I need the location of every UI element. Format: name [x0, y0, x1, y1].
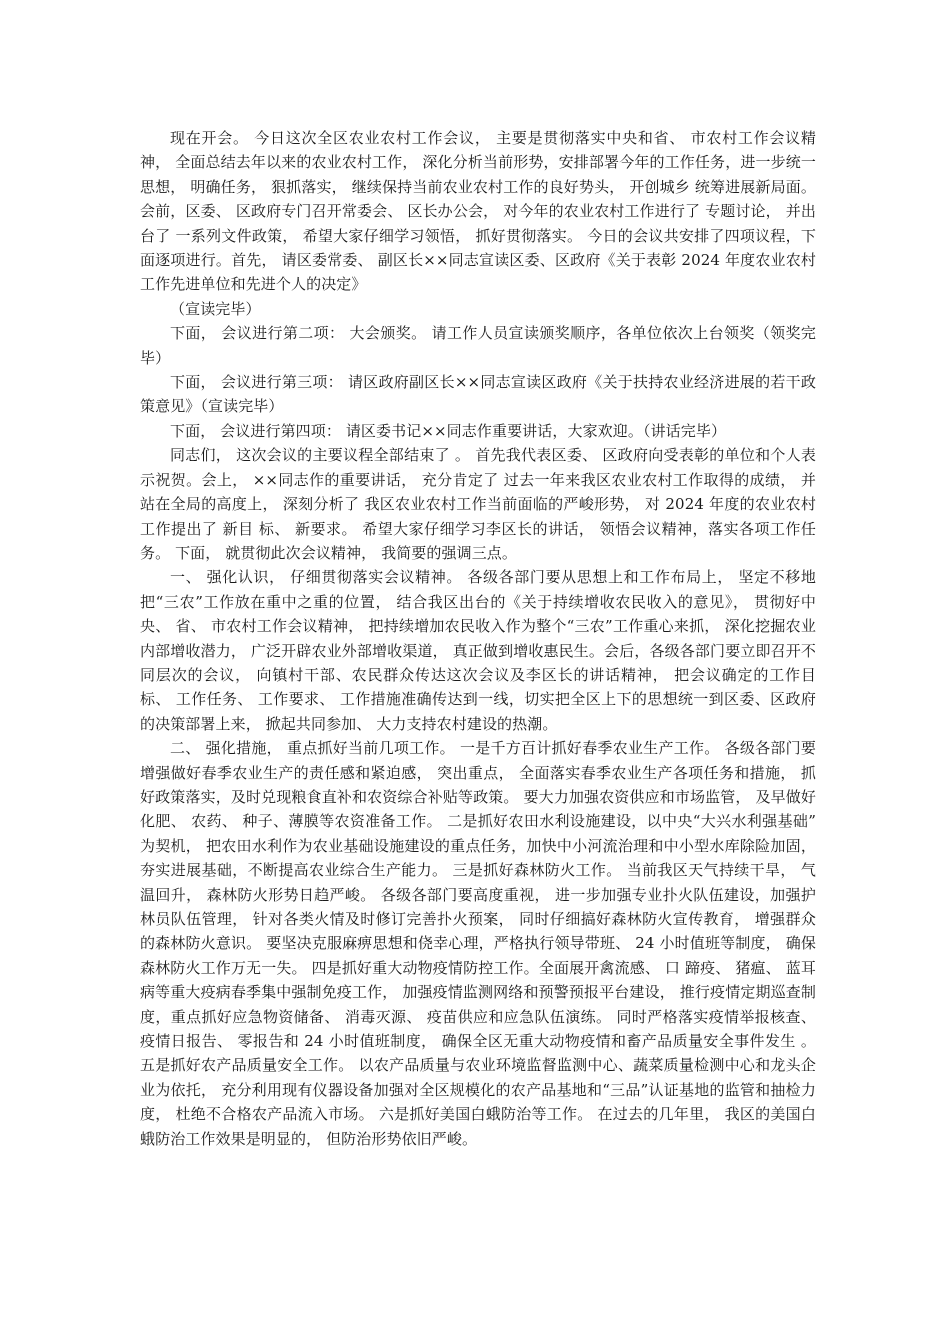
- paragraph-summary: 同志们， 这次会议的主要议程全部结束了 。 首先我代表区委、 区政府向受表彰的单位和个人表示祝贺。会上， ××同志作的重要讲话， 充分肯定了 过去一年来我区农业农村工作取得的成绩， 并站在全局的高度上， 深刻分析了 我区农业农村工作当前面临的严峻形势， 对 2024 年度的农业农村工作提出了 新目 标、 新要求。 希望大家仔细学习李区长的讲话， 领悟会议精神，落实各项工作任务。 下面， 就贯彻此次会议精神， 我简要的强调三点。: [140, 446, 816, 562]
- paragraph-point-one: 一、 强化认识， 仔细贯彻落实会议精神。 各级各部门要从思想上和工作布局上， 坚定不移地把“三农”工作放在重中之重的位置， 结合我区出台的《关于持续增收农民收入的意见》， 贯彻好中央、 省、 市农村工作会议精神， 把持续增加农民收入作为整个“三农”工作重心来抓， 深化挖掘农业内部增收潜力， 广泛开辟农业外部增收渠道， 真正做到增收惠民生。会后，各级各部门要立即召开不同层次的会议， 向镇村干部、农民群众传达这次会议及李区长的讲话精神， 把会议确定的工作目 标、 工作任务、 工作要求、 工作措施准确传达到一线，切实把全区上下的思想统一到区委、区政府的决策部署上来， 掀起共同参加、 大力支持农村建设的热潮。: [140, 568, 816, 733]
- document-page: [140, 126, 816, 1151]
- paragraph-item-three: 下面， 会议进行第三项： 请区政府副区长××同志宣读区政府《关于扶持农业经济进展的若干政策意见》（宣读完毕）: [140, 373, 816, 416]
- paragraph-item-four: 下面， 会议进行第四项： 请区委书记××同志作重要讲话，大家欢迎。（讲话完毕）: [170, 421, 727, 440]
- paragraph-opening: 现在开会。 今日这次全区农业农村工作会议， 主要是贯彻落实中央和省、 市农村工作会议精神， 全面总结去年以来的农业农村工作， 深化分析当前形势，安排部署今年的工作任务，进一步统一思想， 明确任务， 狠抓落实， 继续保持当前农业农村工作的良好势头， 开创城乡 统筹进展新局面。 会前，区委、 区政府专门召开常委会、 区长办公会， 对今年的农业农村工作进行了 专题讨论， 并出台了 一系列文件政策， 希望大家仔细学习领悟， 抓好贯彻落实。 今日的会议共安排了四项议程，下面逐项进行。首先， 请区委常委、 副区长××同志宣读区委、区政府《关于表彰 2024 年度农业农村工作先进单位和先进个人的决定》: [140, 129, 816, 294]
- paragraph-point-two: 二、 强化措施， 重点抓好当前几项工作。 一是千方百计抓好春季农业生产工作。 各级各部门要增强做好春季农业生产的责任感和紧迫感， 突出重点， 全面落实春季农业生产各项任务和措施， 抓好政策落实，及时兑现粮食直补和农资综合补贴等政策。 要大力加强农资供应和市场监管， 及早做好化肥、 农药、 种子、薄膜等农资准备工作。 二是抓好农田水利设施建设，以中央“大兴水利强基础” 为契机， 把农田水利作为农业基础设施建设的重点任务，加快中小河流治理和中小型水库除险加固， 夯实进展基础，不断提高农业综合生产能力。 三是抓好森林防火工作。 当前我区天气持续干旱， 气温回升， 森林防火形势日趋严峻。 各级各部门要高度重视， 进一步加强专业扑火队伍建设，加强护林员队伍管理， 针对各类火情及时修订完善扑火预案， 同时仔细搞好森林防火宣传教育， 增强群众的森林防火意识。 要坚决克服麻痹思想和侥幸心理，严格执行领导带班、 24 小时值班等制度， 确保森林防火工作万无一失。 四是抓好重大动物疫情防控工作。全面展开禽流感、 口 蹄疫、 猪瘟、 蓝耳病等重大疫病春季集中强制免疫工作， 加强疫情监测网络和预警预报平台建设， 推行疫情定期巡查制度，重点抓好应急物资储备、 消毒灭源、 疫苗供应和应急队伍演练。 同时严格落实疫情举报核查、 疫情日报告、 零报告和 24 小时值班制度， 确保全区无重大动物疫情和畜产品质量安全事件发生 。 五是抓好农产品质量安全工作。 以农产品质量与农业环境监督监测中心、蔬菜质量检测中心和龙头企业为依托， 充分利用现有仪器设备加强对全区规模化的农产品基地和“三品”认证基地的监管和抽检力度， 杜绝不合格农产品流入市场。 六是抓好美国白蛾防治等工作。 在过去的几年里， 我区的美国白蛾防治工作效果是明显的， 但防治形势依旧严峻。: [140, 739, 816, 1148]
- paragraph-reading-done: （宣读完毕）: [170, 299, 261, 318]
- paragraph-item-two: 下面， 会议进行第二项： 大会颁奖。 请工作人员宣读颁奖顺序，各单位依次上台领奖（领奖完毕）: [140, 324, 816, 367]
